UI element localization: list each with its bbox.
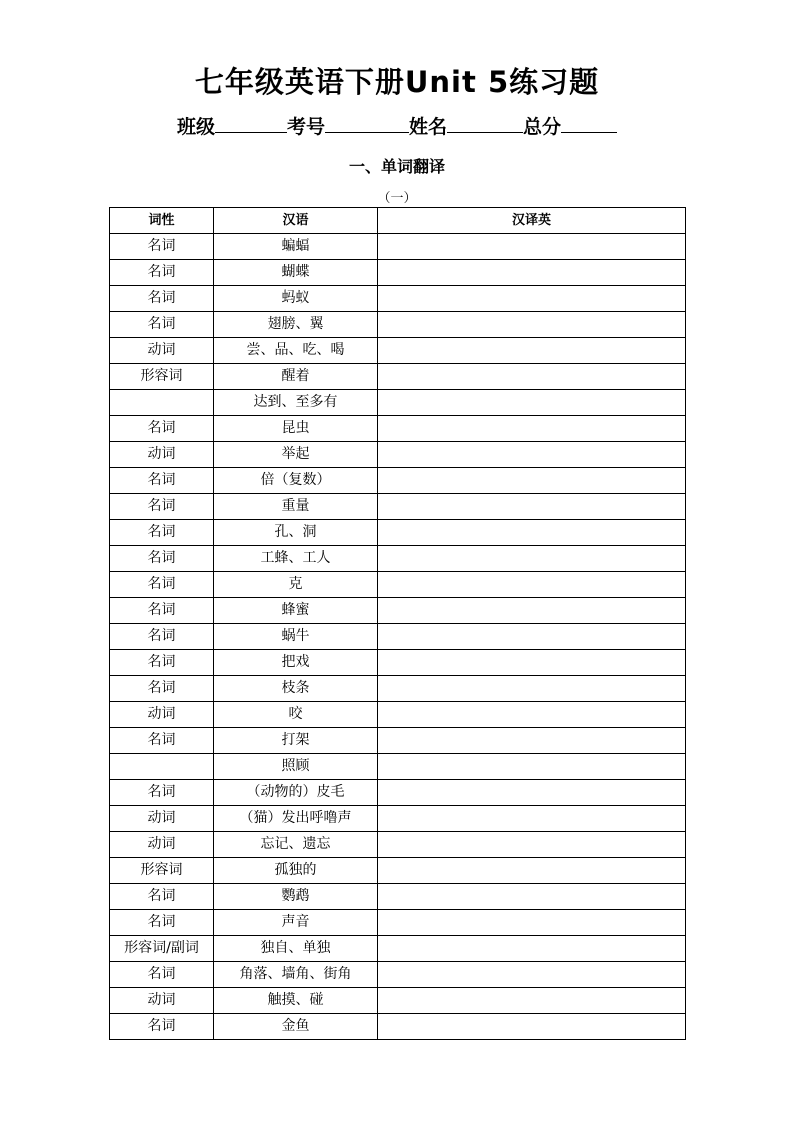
table-row (110, 702, 686, 728)
table-row (110, 312, 686, 338)
name-label: 姓名 (409, 116, 448, 138)
pos-cell: 形容词 (110, 364, 214, 390)
pos-cell (110, 754, 214, 780)
page-title: 七年级英语下册Unit 5练习题 (194, 65, 600, 99)
answer-cell[interactable] (378, 390, 686, 416)
table-row (110, 806, 686, 832)
answer-cell[interactable] (378, 520, 686, 546)
score-blank[interactable] (561, 114, 617, 133)
chinese-cell: 工蜂、工人 (214, 546, 378, 572)
chinese-cell: 达到、至多有 (214, 390, 378, 416)
chinese-cell: 昆虫 (214, 416, 378, 442)
pos-cell (110, 390, 214, 416)
chinese-cell: 角落、墙角、街角 (214, 962, 378, 988)
chinese-cell: 打架 (214, 728, 378, 754)
number-blank[interactable] (325, 114, 409, 133)
header-chinese: 汉语 (214, 208, 378, 234)
answer-cell[interactable] (378, 650, 686, 676)
chinese-cell: 枝条 (214, 676, 378, 702)
pos-cell: 形容词/副词 (110, 936, 214, 962)
pos-cell: 名词 (110, 650, 214, 676)
chinese-cell: 蜂蜜 (214, 598, 378, 624)
table-row (110, 468, 686, 494)
answer-cell[interactable] (378, 598, 686, 624)
answer-cell[interactable] (378, 910, 686, 936)
table-body (110, 234, 686, 1040)
table-row (110, 546, 686, 572)
pos-cell: 名词 (110, 624, 214, 650)
header-translation: 汉译英 (378, 208, 686, 234)
chinese-cell: 蚂蚁 (214, 286, 378, 312)
answer-cell[interactable] (378, 780, 686, 806)
name-blank[interactable] (447, 114, 523, 133)
pos-cell: 名词 (110, 312, 214, 338)
table-row (110, 260, 686, 286)
table-row (110, 572, 686, 598)
class-blank[interactable] (215, 114, 287, 133)
answer-cell[interactable] (378, 546, 686, 572)
chinese-cell: 把戏 (214, 650, 378, 676)
chinese-cell: 克 (214, 572, 378, 598)
pos-cell: 名词 (110, 546, 214, 572)
answer-cell[interactable] (378, 442, 686, 468)
answer-cell[interactable] (378, 936, 686, 962)
pos-cell: 动词 (110, 338, 214, 364)
pos-cell: 名词 (110, 234, 214, 260)
table-row (110, 650, 686, 676)
answer-cell[interactable] (378, 416, 686, 442)
table-row (110, 936, 686, 962)
answer-cell[interactable] (378, 494, 686, 520)
pos-cell: 名词 (110, 884, 214, 910)
chinese-cell: 醒着 (214, 364, 378, 390)
pos-cell: 名词 (110, 598, 214, 624)
answer-cell[interactable] (378, 754, 686, 780)
chinese-cell: 孤独的 (214, 858, 378, 884)
table-row (110, 338, 686, 364)
answer-cell[interactable] (378, 702, 686, 728)
answer-cell[interactable] (378, 338, 686, 364)
pos-cell: 名词 (110, 468, 214, 494)
table-row (110, 234, 686, 260)
chinese-cell: 照顾 (214, 754, 378, 780)
chinese-cell: 声音 (214, 910, 378, 936)
table-row (110, 364, 686, 390)
table-row (110, 624, 686, 650)
answer-cell[interactable] (378, 286, 686, 312)
pos-cell: 名词 (110, 286, 214, 312)
pos-cell: 名词 (110, 962, 214, 988)
answer-cell[interactable] (378, 572, 686, 598)
answer-cell[interactable] (378, 1014, 686, 1040)
pos-cell: 形容词 (110, 858, 214, 884)
table-row (110, 1014, 686, 1040)
table-row (110, 884, 686, 910)
table-row (110, 728, 686, 754)
student-info-line (0, 112, 794, 139)
table-row (110, 962, 686, 988)
chinese-cell: 忘记、遗忘 (214, 832, 378, 858)
pos-cell: 名词 (110, 780, 214, 806)
chinese-cell: 尝、品、吃、喝 (214, 338, 378, 364)
number-label: 考号 (286, 116, 325, 138)
pos-cell: 名词 (110, 494, 214, 520)
section-title: 一、单词翻译 (348, 157, 445, 176)
answer-cell[interactable] (378, 260, 686, 286)
chinese-cell: 孔、洞 (214, 520, 378, 546)
pos-cell: 动词 (110, 442, 214, 468)
subsection-title: （一） (377, 191, 417, 206)
table-row (110, 676, 686, 702)
answer-cell[interactable] (378, 962, 686, 988)
header-pos: 词性 (110, 208, 214, 234)
table-row (110, 858, 686, 884)
table-row (110, 780, 686, 806)
table-row (110, 910, 686, 936)
chinese-cell: （猫）发出呼噜声 (214, 806, 378, 832)
answer-cell[interactable] (378, 988, 686, 1014)
chinese-cell: （动物的）皮毛 (214, 780, 378, 806)
chinese-cell: 蝴蝶 (214, 260, 378, 286)
table-header-row (110, 208, 686, 234)
chinese-cell: 鹦鹉 (214, 884, 378, 910)
pos-cell: 名词 (110, 728, 214, 754)
chinese-cell: 蝙蝠 (214, 234, 378, 260)
score-label: 总分 (523, 116, 562, 138)
chinese-cell: 蜗牛 (214, 624, 378, 650)
chinese-cell: 举起 (214, 442, 378, 468)
answer-cell[interactable] (378, 858, 686, 884)
table-row (110, 286, 686, 312)
pos-cell: 名词 (110, 572, 214, 598)
answer-cell[interactable] (378, 364, 686, 390)
table-row (110, 442, 686, 468)
chinese-cell: 触摸、碰 (214, 988, 378, 1014)
vocabulary-table (109, 207, 686, 1040)
table-row (110, 832, 686, 858)
answer-cell[interactable] (378, 468, 686, 494)
table-row (110, 520, 686, 546)
chinese-cell: 咬 (214, 702, 378, 728)
pos-cell: 名词 (110, 260, 214, 286)
table-row (110, 494, 686, 520)
pos-cell: 名词 (110, 676, 214, 702)
pos-cell: 名词 (110, 1014, 214, 1040)
answer-cell[interactable] (378, 312, 686, 338)
answer-cell[interactable] (378, 624, 686, 650)
table-row (110, 390, 686, 416)
pos-cell: 名词 (110, 416, 214, 442)
chinese-cell: 重量 (214, 494, 378, 520)
answer-cell[interactable] (378, 884, 686, 910)
table-row (110, 598, 686, 624)
table-row (110, 754, 686, 780)
chinese-cell: 独自、单独 (214, 936, 378, 962)
table-row (110, 988, 686, 1014)
pos-cell: 动词 (110, 832, 214, 858)
chinese-cell: 翅膀、翼 (214, 312, 378, 338)
answer-cell[interactable] (378, 676, 686, 702)
class-label: 班级 (176, 116, 215, 138)
table-row (110, 416, 686, 442)
answer-cell[interactable] (378, 728, 686, 754)
answer-cell[interactable] (378, 234, 686, 260)
answer-cell[interactable] (378, 806, 686, 832)
answer-cell[interactable] (378, 832, 686, 858)
pos-cell: 动词 (110, 988, 214, 1014)
pos-cell: 动词 (110, 702, 214, 728)
chinese-cell: 倍（复数） (214, 468, 378, 494)
pos-cell: 动词 (110, 806, 214, 832)
pos-cell: 名词 (110, 520, 214, 546)
chinese-cell: 金鱼 (214, 1014, 378, 1040)
pos-cell: 名词 (110, 910, 214, 936)
